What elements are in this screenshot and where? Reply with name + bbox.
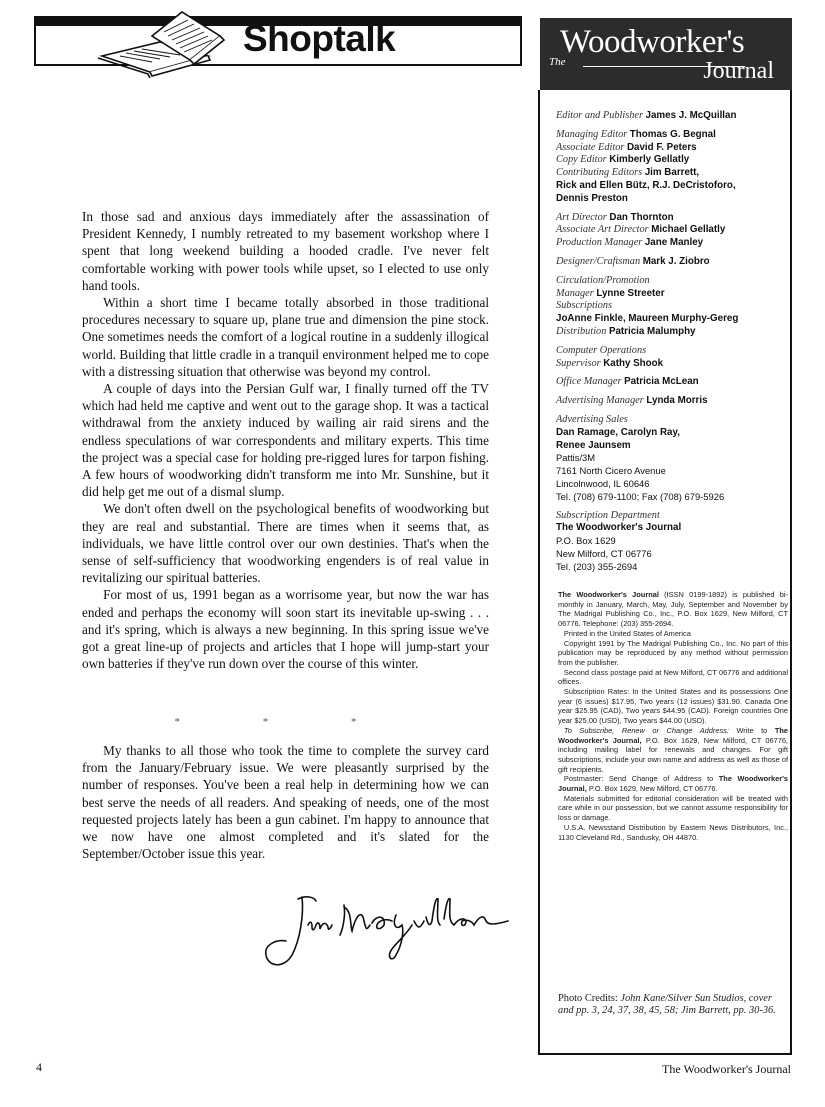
- credit-name: Patricia McLean: [624, 376, 699, 388]
- notice-paragraph: Copyright 1991 by The Madrigal Publishing Co., Inc. No part of this publication may be reproduced by any method without permission from the publisher.: [558, 638, 788, 667]
- credit-name: Dan Ramage, Carolyn Ray,: [556, 426, 680, 438]
- credit-label: Computer Operations: [556, 344, 647, 356]
- credit-name: Mark J. Ziobro: [642, 255, 710, 267]
- notice-heading: To Subscribe, Renew or Change Address:: [563, 725, 729, 735]
- phone-line: Tel. (708) 679-1100; Fax (708) 679-5926: [556, 490, 725, 502]
- notice-paragraph: [558, 774, 788, 793]
- notice-text: P.O. Box 1629, New Milford, CT 06776, including mailing label for renewals and changes. For gift subscriptions, include your own name and address as well as those of gift recipients.: [558, 735, 788, 774]
- credit-name: Kathy Shook: [603, 357, 664, 369]
- photo-credits-text: John Kane/Silver Sun Studios, cover and pp. 3, 24, 37, 38, 45, 58; Jim Barrett, pp. 30-36.: [558, 993, 776, 1017]
- credit-name: David F. Peters: [626, 141, 697, 153]
- notice-paragraph: Materials submitted for editorial consideration will be treated with care while in our possession, but we cannot assume responsibility for loss or damage.: [558, 793, 788, 823]
- paragraph: We don't often dwell on the psychological benefits of woodworking but they are real and substantial. There are times when it seems that, as individuals, we have little control over our own destinies. That's when the sense of self-sufficiency that woodworking engenders is of real value in revitalizing our spiritual batteries.: [82, 501, 489, 586]
- credit-name: Jim Barrett,: [644, 167, 700, 179]
- masthead-the: The: [549, 56, 566, 68]
- masthead-woodworkers: Woodworker's: [560, 24, 745, 60]
- paragraph: My thanks to all those who took the time to complete the survey card from the January/February issue. We were pleasantly surprised by the number of responses. You've been a real help in determining how we can best serve the needs of all readers. And speaking of needs, one of the most requested projects lately has been a gun cabinet. I'm happy to announce that we now have one almost completed and it's slated for the September/October issue this year.: [82, 743, 489, 862]
- credits-group-designer: [556, 256, 788, 269]
- credit-name: James J. McQuillan: [645, 110, 737, 121]
- notice-paragraph: Printed in the United States of America: [563, 628, 691, 638]
- credits-group-circulation: [556, 275, 788, 339]
- paragraph: For most of us, 1991 began as a worrisome year, but now the war has ended and perhaps the economy will soon start its inevitable up-swing . . . and it's spring, which is always a new beginning. In this spring issue we've got a great line-up of projects and articles that I hope will jump-start your own batteries if they've run down over the course of this winter.: [82, 587, 489, 672]
- address-line: 7161 North Cicero Avenue: [556, 465, 666, 477]
- credit-label: Manager: [556, 287, 594, 299]
- credit-name: Lynne Streeter: [596, 287, 665, 299]
- credits-group-advertising-sales: [556, 414, 788, 504]
- credit-name: Lynda Morris: [646, 395, 708, 407]
- credits-group-office: [556, 376, 788, 389]
- credits-group-art: [556, 212, 788, 250]
- footer-publication: The Woodworker's Journal: [662, 1062, 791, 1076]
- paragraph: A couple of days into the Persian Gulf war, I finally turned off the TV which had held me captive and went out to the garage shop. It was a tactical withdrawal from the anxiety induced by wailing air raid sirens and the endless speculations of war correspondents and military experts. This time the project was a special case for holding pre-rigged lures for tarpon fishing. A few hours of woodworking didn't transform me into Mr. Sunshine, but it did help get me out of a dismal slump.: [82, 381, 489, 500]
- notice-text: (ISSN 0199-1892) is published bi-monthly in January, March, May, July, September and November by The Madrigal Publishing Co., Inc., P.O. Box 1629, New Milford, CT 06776. Telephone: (203) 355-2694.: [558, 590, 788, 629]
- credit-name: Jane Manley: [644, 237, 704, 249]
- notice-text: P.O. Box 1629, New Milford, CT 06776.: [588, 784, 718, 794]
- credits-group-subscription: [556, 510, 788, 574]
- credit-name: Kimberly Gellatly: [609, 154, 690, 166]
- credit-label: Associate Art Director: [556, 224, 649, 236]
- credit-label: Circulation/Promotion: [556, 274, 650, 286]
- credit-label: Supervisor: [556, 357, 601, 369]
- credit-label: Distribution: [556, 325, 607, 337]
- photo-credits-label: Photo Credits:: [558, 993, 618, 1004]
- page-title: Shoptalk: [243, 18, 396, 59]
- notice-text: Postmaster: Send Change of Address to: [563, 774, 714, 784]
- credit-name: Patricia Malumphy: [608, 325, 696, 337]
- notice-paragraph: Second class postage paid at New Milford, CT 06776 and additional offices.: [558, 667, 788, 687]
- credit-label: Subscriptions: [556, 300, 613, 312]
- notice-paragraph: U.S.A. Newsstand Distribution by Eastern News Distributors, Inc., 1130 Cleveland Rd., Sandusky, OH 44870.: [558, 822, 788, 842]
- address-line: Pattis/3M: [556, 452, 596, 464]
- credits-group-computer: [556, 345, 788, 371]
- address-line: Lincolnwood, IL 60646: [556, 477, 650, 489]
- publication-name: The Woodworker's Journal,: [558, 725, 788, 745]
- credit-label: Art Director: [556, 211, 607, 223]
- credit-name: Renee Jaunsem: [556, 439, 631, 451]
- credit-name: The Woodworker's Journal: [556, 522, 682, 534]
- credit-name: Dan Thornton: [609, 211, 674, 223]
- credits-group-advertising-manager: [556, 395, 788, 408]
- credit-label: Associate Editor: [556, 141, 625, 153]
- credits-group-editorial: [556, 110, 788, 123]
- credit-name: Rick and Ellen Bütz, R.J. DeCristoforo,: [556, 179, 736, 191]
- credit-name: JoAnne Finkle, Maureen Murphy-Gereg: [556, 313, 739, 325]
- sidebar-left-rule: [538, 90, 540, 1055]
- editorial-text: [82, 208, 489, 672]
- publication-name: The Woodworker's Journal: [558, 590, 659, 599]
- photo-credits: [558, 993, 788, 1018]
- credit-label: Advertising Manager: [556, 395, 644, 407]
- credit-name: Michael Gellatly: [651, 224, 726, 236]
- credit-name: Thomas G. Begnal: [629, 128, 716, 140]
- credit-label: Copy Editor: [556, 154, 607, 166]
- sidebar-right-rule: [790, 90, 792, 1055]
- open-book-icon: [90, 6, 240, 78]
- masthead-journal: Journal: [703, 58, 774, 84]
- credit-label: Designer/Craftsman: [556, 255, 641, 267]
- sidebar-bottom-rule: [538, 1053, 792, 1055]
- paragraph: In those sad and anxious days immediately after the assassination of President Kennedy, I numbly retreated to my basement workshop where I spent that long weekend building a hooded cradle. I've never felt comfortable working with power tools while upset, so I elected to use only hand tools.: [82, 209, 489, 293]
- phone-line: Tel. (203) 355-2694: [556, 560, 638, 572]
- credit-label: Contributing Editors: [556, 167, 643, 179]
- paragraph: Within a short time I became totally absorbed in those traditional procedures necessary to square up, plane true and dimension the pine stock. One sometimes needs the comfort of a logical routine in a suddenly illogical world. Building that little cradle in a tranquil environment helped me to cope with a distressing situation that otherwise was beyond my control.: [82, 295, 489, 379]
- notice-paragraph: Subscription Rates: In the United States and its possessions One year (6 issues) $17.95, Two years (12 issues) $31.90. Canada One year $25.95 (CAD), Two years $44.95 (CAD). Foreign countries One year $25.00 (USD), Two years $44.00 (USD).: [558, 687, 788, 726]
- publication-name: The Woodworker's Journal,: [558, 774, 788, 794]
- notice-text: Write to: [736, 725, 768, 735]
- credit-name: Dennis Preston: [556, 192, 628, 204]
- publication-notice: [558, 590, 788, 842]
- masthead-logo: [540, 18, 792, 90]
- editorial-closing: [82, 742, 489, 862]
- credit-label: Advertising Sales: [556, 413, 628, 425]
- credit-label: Managing Editor: [556, 128, 628, 140]
- notice-paragraph: [558, 726, 788, 775]
- credits-group-editors: [556, 129, 788, 206]
- credit-label: Editor and Publisher: [556, 110, 643, 121]
- staff-credits: [556, 110, 788, 580]
- credit-label: Production Manager: [556, 237, 643, 249]
- address-line: P.O. Box 1629: [556, 535, 616, 547]
- section-separator: * * *: [174, 716, 397, 728]
- address-line: New Milford, CT 06776: [556, 547, 652, 559]
- page-number: 4: [36, 1060, 42, 1074]
- credit-label: Office Manager: [556, 376, 622, 388]
- credit-label: Subscription Department: [556, 509, 660, 521]
- notice-paragraph: [558, 590, 788, 629]
- signature: [262, 885, 512, 975]
